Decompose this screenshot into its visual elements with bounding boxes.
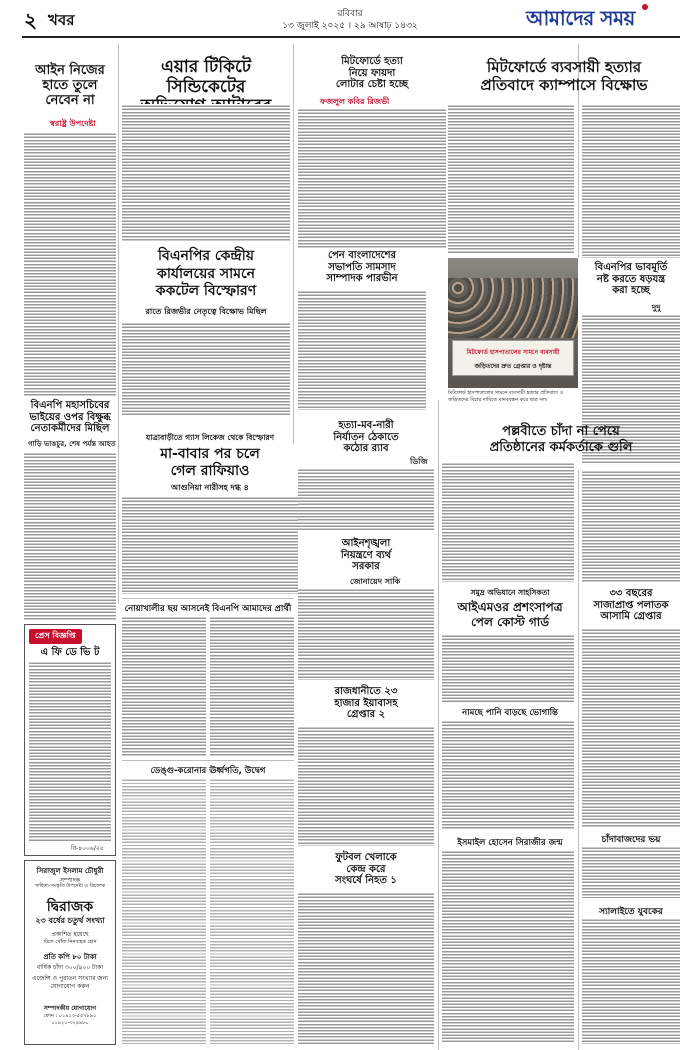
photo-banner (452, 340, 574, 376)
office-phone: ফোন : ০১৯১৩-৫৫৭৮৯০ ০১৯২০-৩২৪৯৮০ (43, 1013, 97, 1026)
photo-caption: মিটফোর্ড হাসপাতালের সামনে ব্যবসায়ী হত্যার প্রতিবাদে ও জড়িতদের বিচার দাবিতে মানববন্ধন করে ছাত্র দল। (448, 390, 564, 403)
photo-banner-text2: জড়িতদের দ্রুত গ্রেপ্তার ও দৃষ্টান্ত (474, 363, 552, 370)
coastguard-kicker: সমুদ্র অভিযানে সাহসিকতা (470, 588, 550, 597)
logo (526, 4, 686, 32)
mid-small-byline: ফজলুল কবির রিজভী (320, 97, 390, 106)
rab-body (298, 468, 434, 530)
extortion-body-b (582, 470, 680, 582)
law-byline: জোনায়েদ সাকি (350, 577, 401, 586)
imprint-box (24, 860, 116, 1045)
bnp-image-byline: দুদু (652, 303, 661, 312)
editor-role: সম্পাদক (59, 877, 80, 884)
gas-subtitle: আগুনিয়া নারীসহ দগ্ধ ৪ (171, 483, 249, 492)
youth-body (582, 918, 680, 1044)
price: প্রতি কপি ৮০ টাকা (43, 953, 97, 961)
classified-body (29, 661, 111, 841)
rab-headline: হত্যা-মব-নারী নির্যাতন ঠেকাতে কঠোর র‌্যাব (333, 420, 399, 454)
left2-subtitle: গাড়ি ভাঙচুর, শেষ পর্যন্ত আহত (28, 440, 116, 448)
editor-name: সিরাজুল ইসলাম চৌধুরী (36, 867, 104, 875)
classified-heading: এ ফি ডে ভি ট (40, 647, 100, 658)
photo-banner-text: মিটফোর্ড হাসপাতালের সামনে ব্যবসায়ী (466, 349, 560, 356)
special-sub: ২৩ বর্ষের চতুর্থ সংখ্যা (35, 916, 105, 925)
extortion-headline: পল্লবীতে চাঁদা না পেয়ে প্রতিষ্ঠানের কর্মকর্তাকে গুলি (489, 424, 633, 456)
coastguard-headline: আইএমওর প্রশংসাপত্র পেল কোস্ট গার্ড (457, 600, 563, 629)
football-headline: ফুটবল খেলাকে কেন্দ্র করে সংঘর্ষে নিহত ১ (335, 852, 397, 886)
editor-sub: সাহিত্য-সংস্কৃতি উপদেষ্টা ও রিচালক (34, 883, 106, 889)
gas-kicker: যাত্রাবাড়ীতে গ্যাস লিকেজ থেকে বিস্ফোরণ (145, 433, 275, 442)
rain-body (442, 720, 574, 830)
agent-note: এজেন্সি ও পুরাতন সংখ্যার জন্য যোগাযোগ করুন (32, 975, 108, 990)
dengue-headline: ডেঙ্গু-করোনার ঊর্ধ্বগতি, উদ্বেগ (150, 766, 266, 776)
football-body (298, 892, 434, 1044)
law-headline: আইনশৃঙ্খলা নিয়ন্ত্রণে ব্যর্থ সরকার (340, 538, 392, 572)
left1-byline: স্বরাষ্ট্র উপদেষ্টা (50, 119, 96, 128)
rain-headline: নামছে পানি বাড়ছে ভোগান্তি (462, 708, 558, 718)
mitford-body-a (448, 104, 574, 254)
bnp-office-subtitle: রাতে রিজভীর নেতৃত্বে বিক্ষোভ মিছিল (145, 307, 267, 316)
special-title: দ্বিরাজক (46, 899, 94, 915)
page-number: ২ (24, 8, 38, 32)
masthead-rule (22, 36, 680, 38)
bnp-office-body (122, 322, 290, 416)
mid-small-body (298, 108, 446, 248)
masthead-date: ১৩ জুলাই ২০২৫ । ২৯ আষাঢ় ১৪৩২ (282, 21, 418, 31)
extortion-body-a (442, 462, 574, 582)
law-body (298, 588, 434, 680)
noakhali-headline: নোয়াখালীর ছয় আসনেই বিএনপি আমাদের প্রার্থী (124, 604, 292, 614)
masthead-day: রবিবার (337, 9, 363, 19)
classified-box (24, 624, 116, 856)
bnp-office-headline: বিএনপির কেন্দ্রীয় কার্যালয়ের সামনে ককটেল বিস্ফোরণ (155, 248, 257, 299)
left1-body (24, 132, 116, 397)
rab-byline: ডিজি (410, 457, 428, 466)
masthead (0, 0, 700, 40)
noakhali-body-b (210, 616, 294, 756)
gas-headline: মা-বাবার পর চলে গেল রাফিয়াও (160, 446, 260, 479)
left1-headline: আইন নিজের হাতে তুলে নেবেন না (35, 63, 105, 108)
mid-small-headline: মিটফোর্ডে হত্যা নিয়ে ফায়দা লোটার চেষ্টা হচ্ছে (335, 56, 409, 90)
dengue-body-b (210, 778, 294, 1044)
mitford-headline: মিটফোর্ডে ব্যবসায়ী হত্যার প্রতিবাদে ক্যাম্পাসে বিক্ষোভ (480, 58, 648, 94)
classified-label: প্রেস বিজ্ঞপ্তি (29, 629, 82, 644)
pen-headline: পেন বাংলাদেশের সভাপতি সামসাদ সাম্পাদক পারভীন (326, 250, 398, 284)
pen-body (298, 290, 426, 410)
lead-headline: এয়ার টিকিটে সিন্ডিকেটের (160, 57, 252, 97)
capital-headline: রাজধানীতে ২৩ হাজার ইয়াবাসহ গ্রেপ্তার ২ (334, 686, 398, 720)
convicts-headline: ৩৩ বছরের সাজাপ্রাপ্ত পলাতক আসামি গ্রেপ্তার (593, 588, 669, 622)
gas-body (122, 496, 298, 594)
office-title: সম্পাদকীয় যোগাযোগ (43, 1005, 97, 1012)
ismail-body (442, 850, 574, 1044)
photo-crowd (448, 278, 578, 338)
ismail-headline: ইসমাইল হোসেন সিরাজীর জন্ম (457, 838, 563, 848)
stall-note: স্টলে খোঁজ নিনবাহক হোন (43, 939, 97, 945)
publish-note: প্রকাশিত হয়েছে (51, 931, 89, 938)
logo-text: আমাদের সময় (526, 6, 635, 30)
noakhali-body-a (122, 616, 206, 756)
protest-photo (448, 258, 578, 388)
section-name: খবর (48, 11, 75, 29)
convicts-body (582, 628, 680, 828)
annual-fee: বার্ষিক চাঁদা ৩০০/৪০০ টাকা (36, 964, 104, 971)
bnp-image-headline: বিএনপির ভাবমূর্তি নষ্ট করতে ষড়যন্ত্র করা হচ্ছে (594, 262, 668, 296)
youth-headline: স্যালাইতে যুবকের (599, 907, 663, 917)
left2-body (24, 452, 116, 620)
lead-body (122, 104, 290, 242)
chandabaz-body (582, 846, 680, 898)
logo-dot-icon (642, 4, 648, 10)
classified-ref: বি-৪০০৬/২৫ (71, 845, 104, 852)
mitford-body-b (582, 104, 680, 258)
dengue-body-a (122, 778, 206, 1044)
capital-body (298, 726, 434, 846)
left2-headline: বিএনপি মহাসচিবের ভাইয়ের ওপর বিক্ষুব্ধ নেতাকর্মীদের মিছিল (29, 400, 111, 434)
chandabaz-headline: চাঁদাবাজদের ভয় (601, 835, 661, 845)
coastguard-body (442, 634, 574, 702)
